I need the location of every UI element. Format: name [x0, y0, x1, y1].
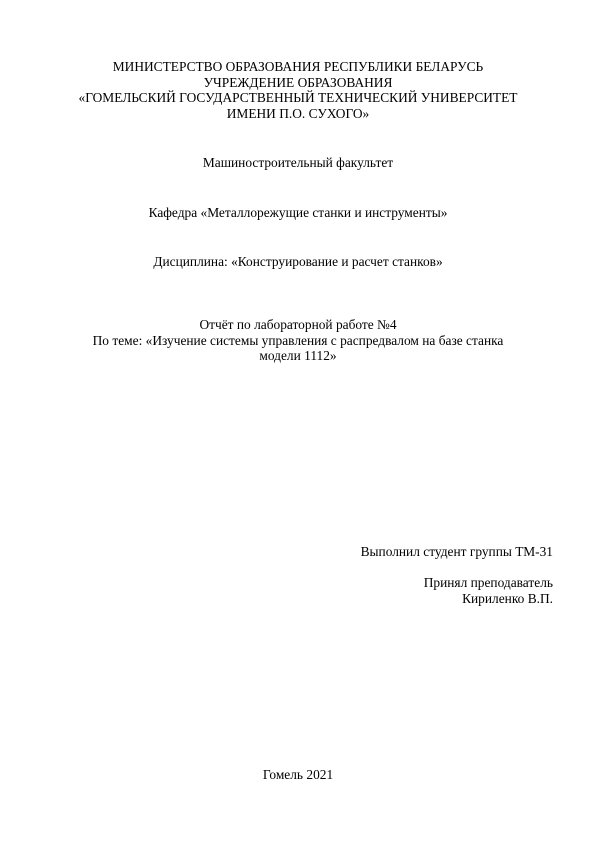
- department: [40, 205, 556, 221]
- discipline-name: Дисциплина: «Конструирование и расчет станков»: [153, 254, 443, 269]
- performed-by: Выполнил студент группы ТМ-31: [360, 544, 553, 559]
- header-line-university-name: ИМЕНИ П.О. СУХОГО»: [226, 105, 370, 121]
- faculty-name: Машиностроительный факультет: [202, 155, 394, 170]
- report-topic-line-1: По теме: «Изучение системы управления с распредвалом на базе станка: [92, 332, 504, 348]
- city-year: Гомель 2021: [262, 767, 334, 782]
- performed-by-block: [253, 544, 553, 560]
- footer-city-year: [40, 767, 556, 783]
- report-title-block: [40, 317, 556, 364]
- accepted-by-block: [253, 575, 553, 606]
- header-line-ministry: МИНИСТЕРСТВО ОБРАЗОВАНИЯ РЕСПУБЛИКИ БЕЛАРУСЬ: [112, 59, 484, 74]
- accepted-by: Принял преподаватель: [423, 575, 553, 590]
- header-line-university: «ГОМЕЛЬСКИЙ ГОСУДАРСТВЕННЫЙ ТЕХНИЧЕСКИЙ УНИВЕРСИТЕТ: [78, 90, 518, 106]
- ministry-header: [40, 59, 556, 121]
- faculty: [40, 155, 556, 171]
- discipline: [40, 254, 556, 270]
- header-line-institution-type: УЧРЕЖДЕНИЕ ОБРАЗОВАНИЯ: [203, 74, 393, 90]
- report-title: Отчёт по лабораторной работе №4: [199, 317, 397, 332]
- teacher-name: Кириленко В.П.: [462, 590, 553, 606]
- department-name: Кафедра «Металлорежущие станки и инструменты»: [148, 205, 448, 220]
- report-topic-line-2: модели 1112»: [259, 348, 337, 364]
